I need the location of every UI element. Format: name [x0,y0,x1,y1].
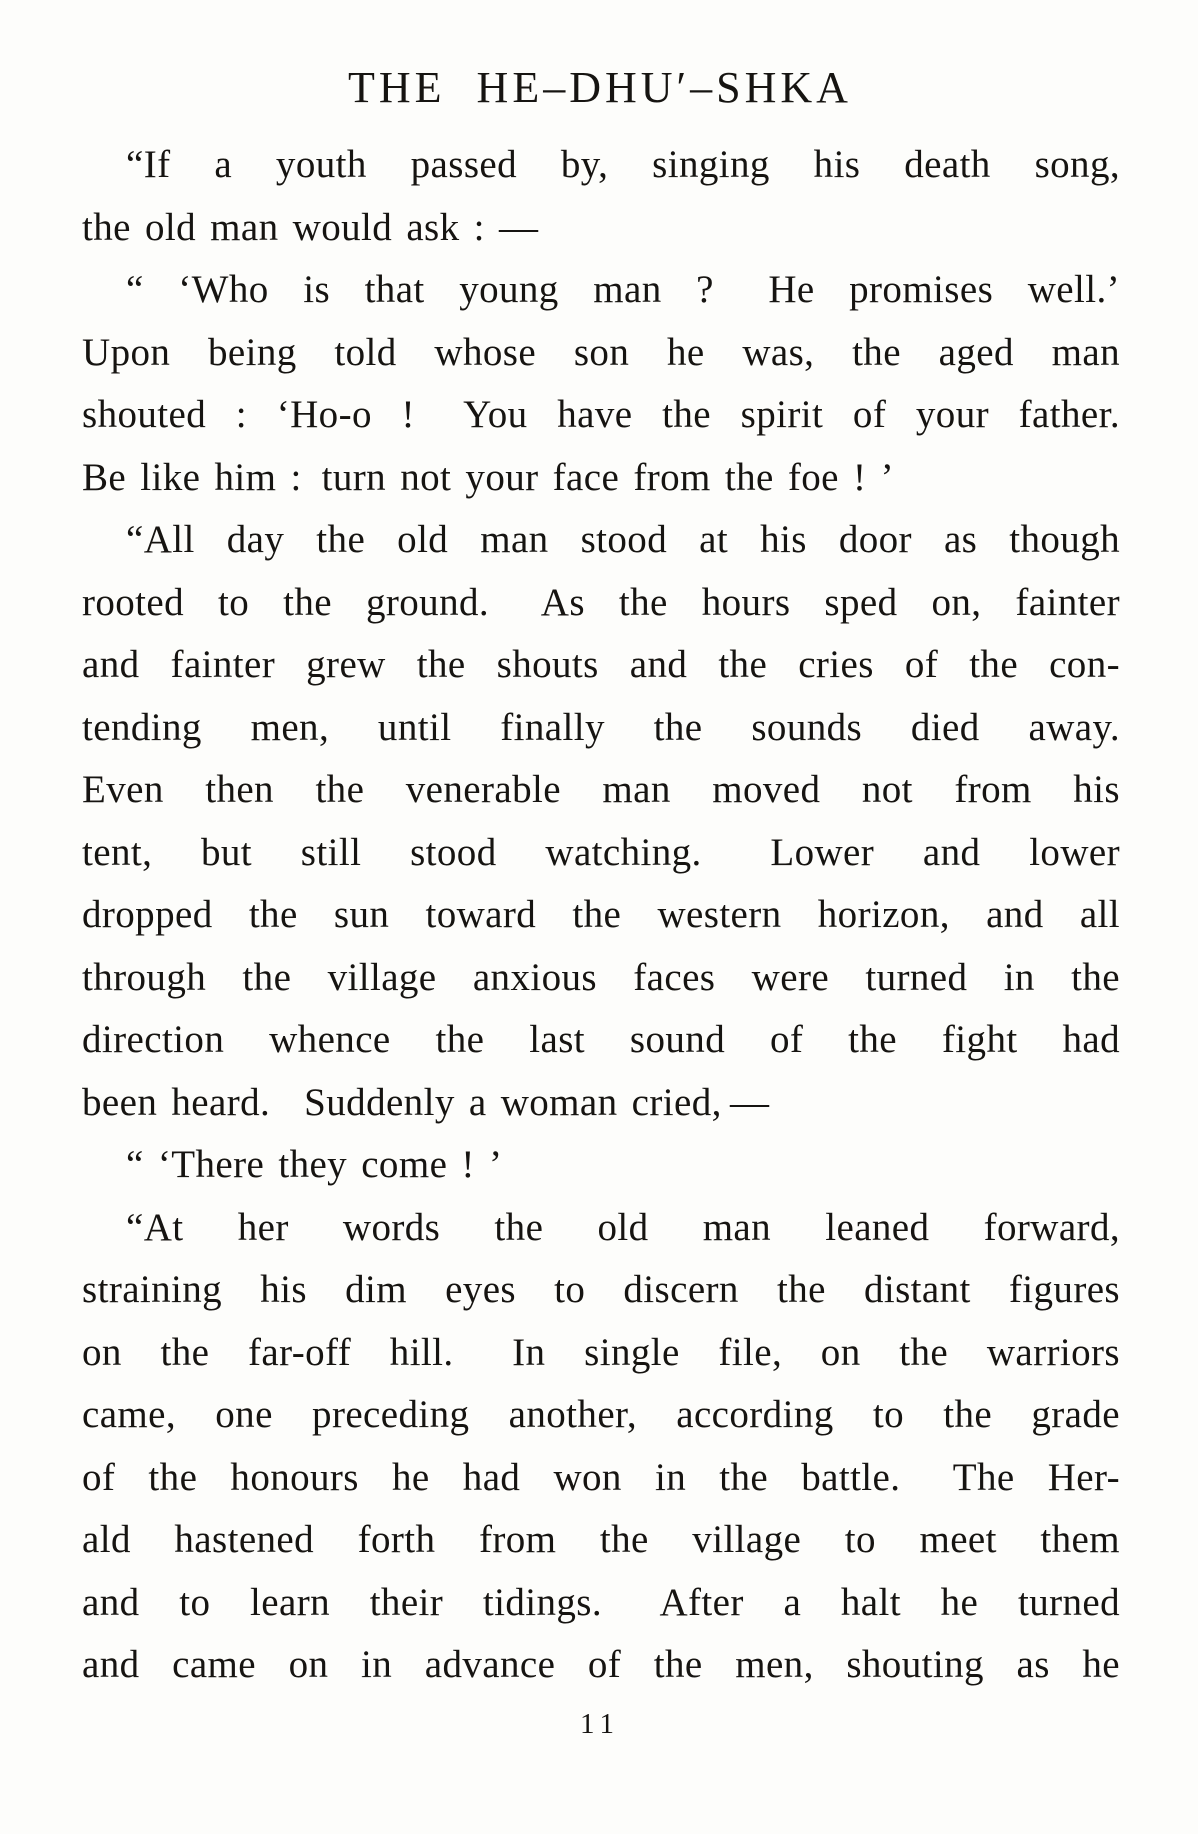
text-line: shouted : ‘Ho-o ! You have the spirit of your father. [82,393,1120,436]
text-line: the old man would ask : — [82,205,539,249]
text-line: “At her words the old man leaned forward, [126,1205,1120,1249]
text-line: dropped the sun toward the western horizon, and all [82,893,1120,936]
text-line: Upon being told whose son he was, the aged man [82,330,1120,374]
body-text [82,134,1120,1697]
text-line: tent, but still stood watching. Lower and lower [82,830,1120,874]
text-line: direction whence the last sound of the fight had [82,1018,1120,1061]
text-line: came, one preceding another, according to the grade [82,1393,1120,1436]
text-line: on the far-off hill. In single file, on the warriors [82,1330,1120,1374]
text-line: and fainter grew the shouts and the cries of the con- [82,643,1120,686]
text-line: of the honours he had won in the battle. The Her- [82,1455,1120,1499]
text-line: and to learn their tidings. After a halt he turned [82,1580,1120,1624]
text-line: straining his dim eyes to discern the distant figures [82,1268,1120,1311]
text-line: through the village anxious faces were turned in the [82,955,1120,999]
text-line: been heard. Suddenly a woman cried, — [82,1080,770,1124]
text-line: “All day the old man stood at his door as though [126,518,1120,561]
text-line: tending men, until finally the sounds died away. [82,705,1120,749]
text-line: ald hastened forth from the village to meet them [82,1518,1120,1561]
text-line: “ ‘Who is that young man ? He promises well.’ [126,268,1120,311]
page-heading: THE HE–DHU′–SHKA [348,63,852,112]
text-line: Even then the venerable man moved not from his [82,768,1120,811]
text-line: and came on in advance of the men, shouting as he [82,1643,1120,1686]
text-line: rooted to the ground. As the hours sped on, fainter [82,580,1120,624]
text-line: “If a youth passed by, singing his death song, [126,143,1120,186]
text-line: Be like him : turn not your face from the foe ! ’ [82,455,894,499]
page-number: 11 [580,1708,620,1740]
text-line: “ ‘There they come ! ’ [126,1143,503,1186]
